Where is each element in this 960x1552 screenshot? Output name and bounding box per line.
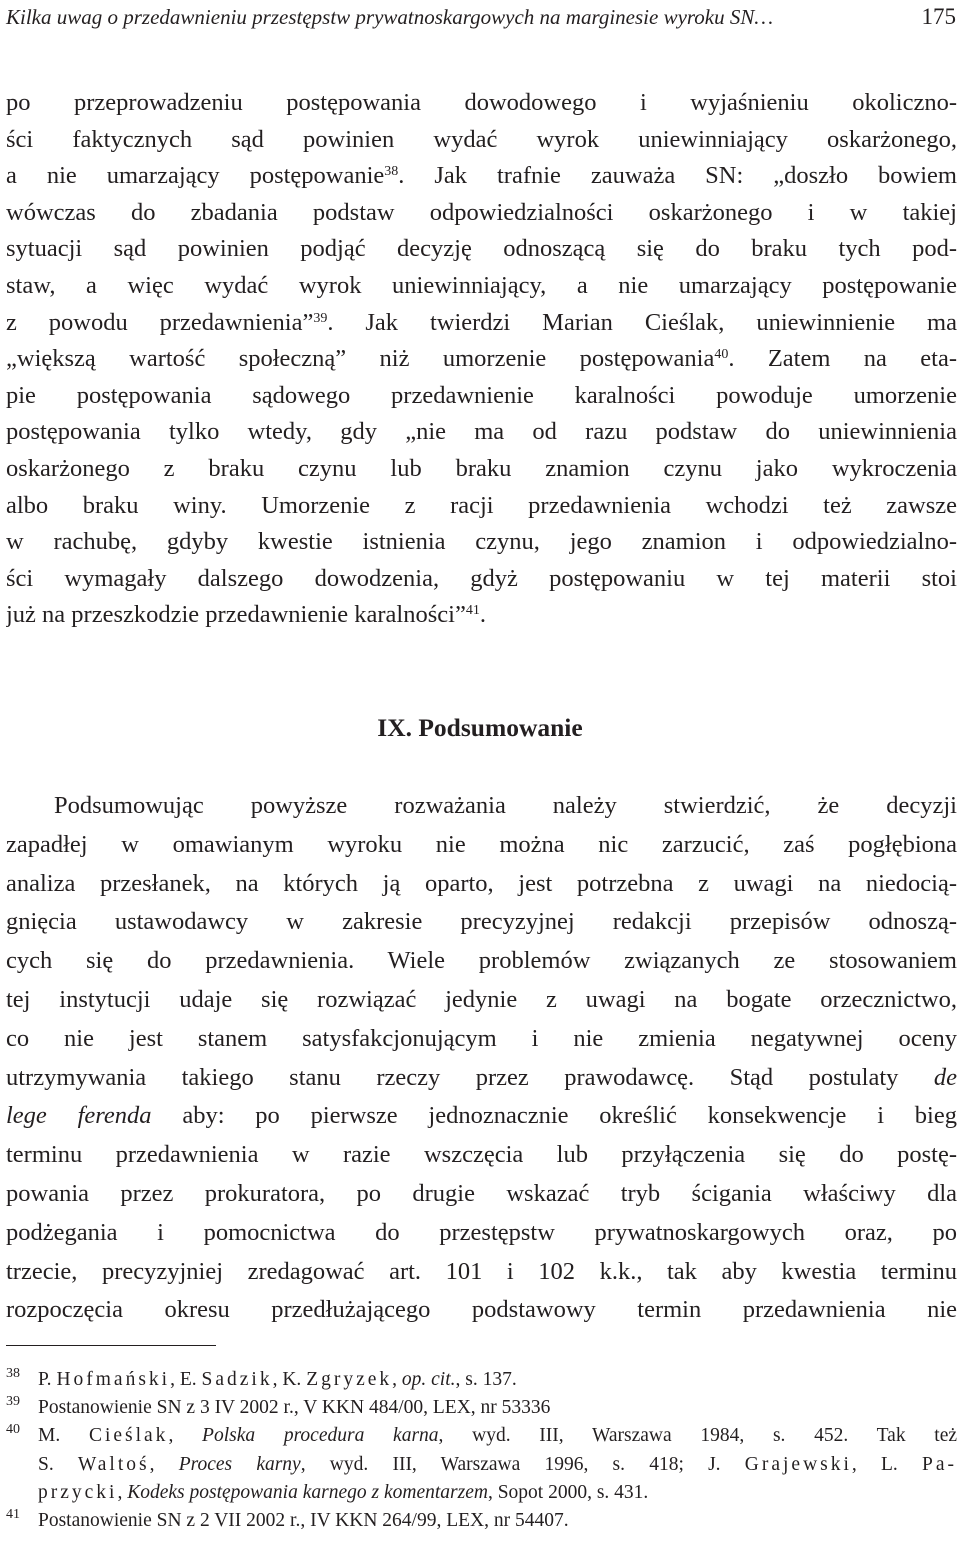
footnote-line	[38, 1422, 957, 1450]
footnote-ref-40[interactable]: 40	[714, 347, 729, 363]
footnote-number: 41	[6, 1506, 20, 1522]
text-line: sytuacji sąd powinien podjąć decyzję odnoszącą się do braku tych pod-	[6, 235, 957, 263]
footnote-number: 39	[6, 1394, 20, 1410]
text-line: co nie jest stanem satysfakcjonującym i nie zmienia negatywnej oceny	[6, 1024, 957, 1052]
text-line: w rachubę, gdyby kwestie istnienia czynu, jego znamion i odpowiedzialno-	[6, 528, 957, 556]
text-span: a nie umarzający postępowanie	[6, 162, 385, 190]
footnote-41	[6, 1507, 957, 1535]
text-span: , E.	[170, 1369, 202, 1390]
footnotes	[6, 1366, 957, 1535]
text-span: ,	[149, 1453, 179, 1475]
footnote-39	[6, 1394, 957, 1422]
body-text-section-2	[6, 787, 957, 1330]
text-span: . Jak trafnie zauważa SN: „doszło bowiem	[398, 162, 957, 190]
italic-span: Proces karny	[178, 1453, 301, 1475]
footnote-line	[38, 1479, 957, 1507]
text-line: trzecie, precyzyjniej zredagować art. 101 i 102 k.k., tak aby kwestia terminu	[6, 1257, 957, 1285]
text-span: już na przeszkodzie przedawnienie karalności”	[6, 601, 466, 629]
author-name: Cieślak	[88, 1425, 169, 1447]
text-span: aby: po pierwsze jednoznacznie określić konsekwencje i bieg	[151, 1102, 957, 1130]
footnote-ref-41[interactable]: 41	[465, 603, 480, 619]
footnote-separator	[6, 1345, 216, 1346]
text-line: powania przez prokuratora, po drugie wskazać tryb ścigania właściwy dla	[6, 1179, 957, 1207]
text-line: analiza przesłanek, na których ją oparto, jest potrzebna z uwagi na niedocią-	[6, 869, 957, 897]
text-span: , Sopot 2000, s. 431.	[487, 1481, 649, 1503]
footnote-number: 40	[6, 1422, 20, 1438]
text-span: ,	[392, 1369, 402, 1390]
author-name: Hofmański	[56, 1369, 171, 1390]
author-name: przycki	[38, 1481, 118, 1503]
text-line	[6, 597, 957, 634]
author-name: Sadzik	[201, 1369, 273, 1390]
footnote-ref-39[interactable]: 39	[313, 310, 328, 326]
text-span: , wyd. III, Warszawa 1996, s. 418; J.	[300, 1453, 745, 1475]
text-line: cych się do przedawnienia. Wiele problemów związanych ze stosowaniem	[6, 947, 957, 975]
running-head	[6, 2, 956, 32]
footnote-line: Postanowienie SN z 2 VII 2002 r., IV KKN 264/99, LEX, nr 54407.	[38, 1509, 569, 1531]
text-line: postępowania tylko wtedy, gdy „nie ma od razu podstaw do uniewinnienia	[6, 418, 957, 446]
running-head-title: Kilka uwag o przedawnieniu przestępstw prywatnoskargowych na marginesie wyroku SN…	[6, 5, 774, 29]
text-line: staw, a więc wydać wyrok uniewinniający, a nie umarzający postępowanie	[6, 271, 957, 299]
italic-span: Kodeks postępowania karnego z komentarzem	[127, 1481, 488, 1503]
text-line: terminu przedawnienia w razie wszczęcia lub przyłączenia się do postę-	[6, 1141, 957, 1169]
text-line: rozpoczęcia okresu przedłużającego podstawowy termin przedawnienia nie	[6, 1296, 957, 1324]
author-name: Waltoś	[77, 1453, 150, 1475]
body-text-section-1	[6, 85, 957, 634]
text-span: ,	[168, 1425, 203, 1447]
text-line: albo braku winy. Umorzenie z racji przedawnienia wchodzi też zawsze	[6, 491, 957, 519]
text-line: ści faktycznych sąd powinien wydać wyrok uniewinniający oskarżonego,	[6, 125, 957, 153]
footnote-38	[6, 1366, 957, 1394]
text-span: . Jak twierdzi Marian Cieślak, uniewinnienie ma	[327, 308, 957, 336]
text-line: oskarżonego z braku czynu lub braku znamion czynu jako wykroczenia	[6, 454, 957, 482]
text-span: , K.	[272, 1369, 307, 1390]
text-line: gnięcia ustawodawcy w zakresie precyzyjnej redakcji przepisów odnoszą-	[6, 908, 957, 936]
text-line	[6, 305, 957, 342]
italic-span: de	[933, 1063, 957, 1091]
text-line: po przeprowadzeniu postępowania dowodowego i wyjaśnieniu okoliczno-	[6, 89, 957, 116]
text-line	[6, 1059, 957, 1098]
footnote-40	[6, 1422, 957, 1507]
text-line	[6, 158, 957, 195]
footnote-line: Postanowienie SN z 3 IV 2002 r., V KKN 484/00, LEX, nr 53336	[38, 1397, 551, 1419]
text-line	[6, 341, 957, 378]
text-line: wówczas do zbadania podstaw odpowiedzialności oskarżonego i w takiej	[6, 198, 957, 226]
text-span: P.	[38, 1369, 57, 1390]
text-span: , s. 137.	[455, 1369, 517, 1390]
text-span: . Zatem na eta-	[728, 345, 957, 373]
text-line: Podsumowując powyższe rozważania należy stwierdzić, że decyzji	[54, 792, 957, 819]
italic-span: Polska procedura karna	[202, 1425, 439, 1447]
text-span: , wyd. III, Warszawa 1984, s. 452. Tak też	[438, 1425, 957, 1447]
page-number: 175	[921, 4, 956, 29]
text-span: M.	[38, 1425, 89, 1447]
italic-span: op. cit.	[401, 1369, 456, 1390]
footnote-line	[38, 1366, 957, 1394]
footnote-number: 38	[6, 1366, 20, 1381]
text-line: tej instytucji udaje się rozwiązać jedynie z uwagi na bogate orzecznictwo,	[6, 985, 957, 1013]
author-name: Zgryzek	[306, 1369, 393, 1390]
text-span: , L.	[851, 1453, 922, 1475]
text-line: ści wymagały dalszego dowodzenia, gdyż postępowaniu w tej materii stoi	[6, 564, 957, 592]
author-name: Pa-	[922, 1453, 957, 1475]
text-span: z powodu przedawnienia”	[6, 308, 314, 336]
text-span: S.	[38, 1453, 78, 1475]
italic-span: lege ferenda	[6, 1102, 152, 1130]
text-span: .	[479, 601, 486, 629]
text-span: utrzymywania takiego stanu rzeczy przez prawodawcę. Stąd postulaty	[6, 1063, 934, 1091]
text-span: „większą wartość społeczną” niż umorzenie postępowania	[6, 345, 715, 373]
text-line: podżegania i pomocnictwa do przestępstw prywatnoskargowych oraz, po	[6, 1218, 957, 1246]
text-span: ,	[117, 1481, 128, 1503]
author-name: Grajewski	[744, 1453, 852, 1475]
text-line	[6, 1097, 957, 1136]
footnote-ref-38[interactable]: 38	[384, 164, 399, 180]
text-line: zapadłej w omawianym wyroku nie można nic zarzucić, zaś pogłębiona	[6, 830, 957, 858]
section-heading: IX. Podsumowanie	[377, 713, 583, 742]
footnote-line	[38, 1451, 957, 1479]
text-line: pie postępowania sądowego przedawnienie karalności powoduje umorzenie	[6, 381, 957, 409]
